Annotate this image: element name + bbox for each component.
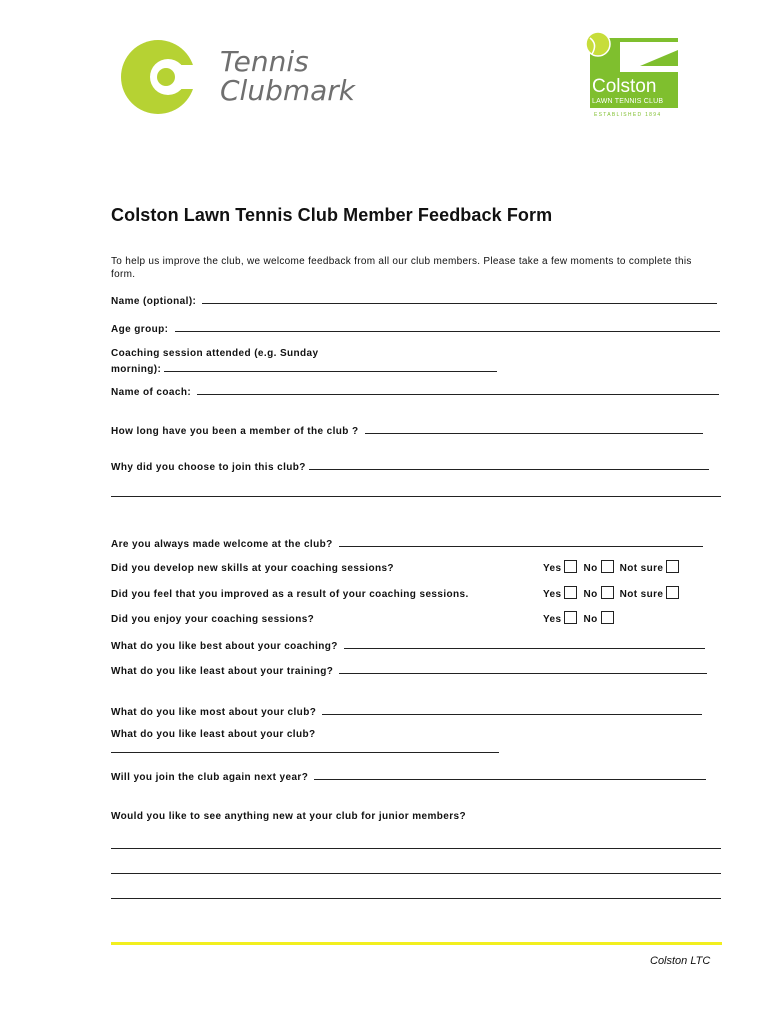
join-again-label: Will you join the club again next year? bbox=[111, 772, 309, 783]
enjoy-no-label: No bbox=[583, 614, 598, 625]
enjoy-no-checkbox[interactable] bbox=[601, 611, 614, 624]
least-training-answer-line[interactable] bbox=[339, 664, 707, 674]
enjoy-yes-label: Yes bbox=[543, 614, 562, 625]
why-join-answer-line-2[interactable] bbox=[111, 496, 721, 497]
least-club-answer-line[interactable] bbox=[111, 752, 499, 753]
age-group-label: Age group: bbox=[111, 324, 169, 335]
coach-name-answer-line[interactable] bbox=[197, 385, 719, 395]
session-answer-line[interactable] bbox=[164, 362, 497, 372]
new-skills-yes-label: Yes bbox=[543, 563, 562, 574]
enjoy-options bbox=[543, 611, 620, 625]
question-least-training bbox=[111, 664, 707, 677]
least-training-label: What do you like least about your training? bbox=[111, 666, 334, 677]
enjoy-yes-checkbox[interactable] bbox=[564, 611, 577, 624]
question-improved: Did you feel that you improved as a result of your coaching sessions. bbox=[111, 589, 469, 600]
question-name-label: Name (optional): bbox=[111, 296, 197, 307]
new-junior-answer-line-2[interactable] bbox=[111, 873, 721, 874]
age-group-answer-line[interactable] bbox=[175, 322, 720, 332]
coach-name-label: Name of coach: bbox=[111, 387, 192, 398]
improved-not-sure-checkbox[interactable] bbox=[666, 586, 679, 599]
improved-no-label: No bbox=[583, 589, 598, 600]
colston-logo-established: ESTABLISHED 1894 bbox=[594, 112, 662, 118]
tennis-clubmark-wordmark-line1: Tennis bbox=[220, 45, 309, 78]
form-title: Colston Lawn Tennis Club Member Feedback Form bbox=[111, 205, 553, 225]
new-junior-answer-line-1[interactable] bbox=[111, 848, 721, 849]
colston-ltc-logo bbox=[580, 30, 680, 122]
tennis-clubmark-logo bbox=[118, 40, 378, 115]
welcome-label: Are you always made welcome at the club? bbox=[111, 539, 333, 550]
session-label-line2: morning): bbox=[111, 364, 162, 375]
improved-yes-label: Yes bbox=[543, 589, 562, 600]
best-coaching-answer-line[interactable] bbox=[344, 639, 705, 649]
question-new-junior: Would you like to see anything new at your club for junior members? bbox=[111, 811, 466, 822]
question-least-club: What do you like least about your club? bbox=[111, 729, 316, 740]
improved-yes-checkbox[interactable] bbox=[564, 586, 577, 599]
new-skills-not-sure-label: Not sure bbox=[619, 563, 664, 574]
question-enjoy: Did you enjoy your coaching sessions? bbox=[111, 614, 315, 625]
improved-no-checkbox[interactable] bbox=[601, 586, 614, 599]
form-intro: To help us improve the club, we welcome feedback from all our club members. Please take a few moments to complete this form. bbox=[111, 256, 692, 280]
question-most-club bbox=[111, 705, 702, 718]
footer-club-name: Colston LTC bbox=[650, 955, 711, 967]
tennis-clubmark-wordmark-line2: Clubmark bbox=[220, 74, 356, 107]
question-session-attended bbox=[111, 348, 497, 375]
most-club-answer-line[interactable] bbox=[322, 705, 702, 715]
question-age-group bbox=[111, 322, 720, 335]
improved-options bbox=[543, 586, 685, 600]
why-join-label: Why did you choose to join this club? bbox=[111, 462, 306, 473]
membership-length-answer-line[interactable] bbox=[365, 424, 703, 434]
question-coach-name bbox=[111, 385, 719, 398]
question-name bbox=[111, 294, 717, 307]
join-again-answer-line[interactable] bbox=[314, 770, 706, 780]
question-welcome bbox=[111, 537, 703, 550]
membership-length-label: How long have you been a member of the club ? bbox=[111, 426, 359, 437]
question-best-coaching bbox=[111, 639, 705, 652]
new-skills-options bbox=[543, 560, 685, 574]
why-join-answer-line[interactable] bbox=[309, 460, 709, 470]
colston-logo-subtitle: LAWN TENNIS CLUB bbox=[592, 98, 664, 105]
best-coaching-label: What do you like best about your coaching? bbox=[111, 641, 338, 652]
question-membership-length bbox=[111, 424, 703, 437]
name-answer-line[interactable] bbox=[202, 294, 717, 304]
session-label-line1: Coaching session attended (e.g. Sunday bbox=[111, 348, 319, 359]
new-skills-yes-checkbox[interactable] bbox=[564, 560, 577, 573]
new-skills-no-checkbox[interactable] bbox=[601, 560, 614, 573]
welcome-answer-line[interactable] bbox=[339, 537, 703, 547]
colston-logo-name: Colston bbox=[592, 76, 657, 97]
new-junior-answer-line-3[interactable] bbox=[111, 898, 721, 899]
new-skills-not-sure-checkbox[interactable] bbox=[666, 560, 679, 573]
new-skills-no-label: No bbox=[583, 563, 598, 574]
question-join-again bbox=[111, 770, 706, 783]
most-club-label: What do you like most about your club? bbox=[111, 707, 317, 718]
improved-not-sure-label: Not sure bbox=[619, 589, 664, 600]
question-why-join bbox=[111, 460, 709, 473]
question-new-skills: Did you develop new skills at your coaching sessions? bbox=[111, 563, 394, 574]
footer-divider bbox=[111, 942, 722, 945]
